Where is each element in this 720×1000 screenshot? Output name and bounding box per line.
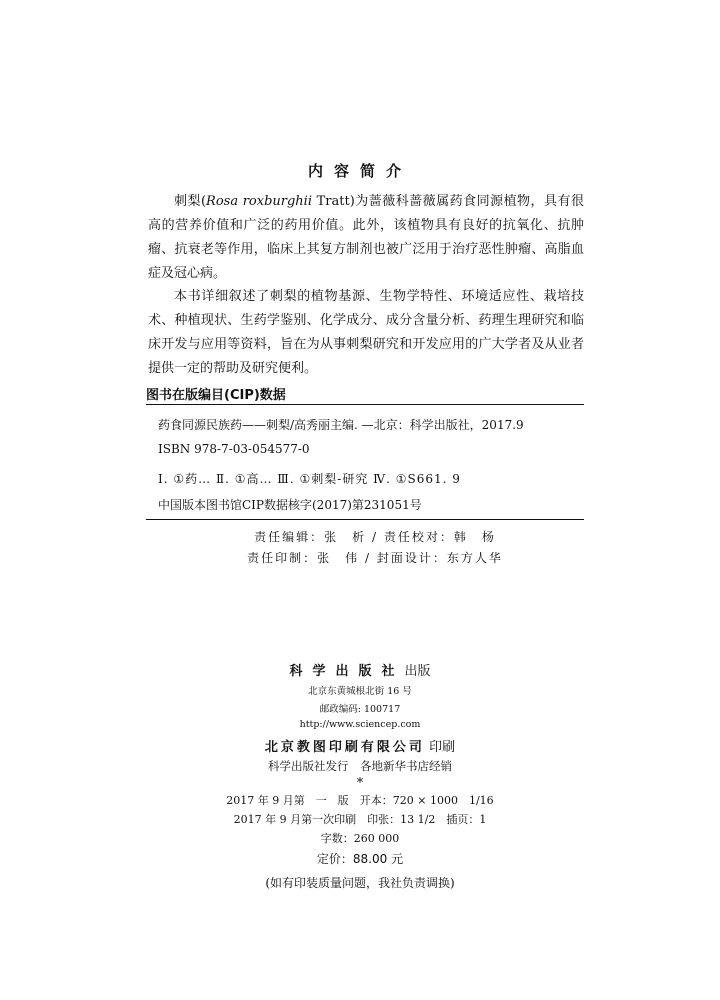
printing-line: 2017 年 9 月第一次印刷 印张：13 1/2 插页：1 [233, 813, 487, 826]
production-credits: 责任印制：张 伟 / 封面设计：东方人华 [247, 551, 503, 565]
intro-p1-prefix: 刺梨( [174, 194, 207, 209]
editor-credits: 责任编辑：张 析 / 责任校对：韩 杨 [254, 530, 496, 544]
cip-record-number: 中国版本图书馆CIP数据核字(2017)第231051号 [158, 498, 422, 512]
printer-suffix: 印刷 [424, 740, 456, 755]
intro-paragraph-2: 本书详细叙述了刺梨的植物基源、生物学特性、环境适应性、栽培技术、种植现状、生药学鉴别、化学成分、成分含量分析、药理生理研究和临床开发与应用等资料，旨在为从事刺梨研究和开发应用的广大学者及从业者提供一定的帮助及研究便利。 [148, 289, 584, 376]
publisher-postcode: 邮政编码: 100717 [319, 704, 401, 715]
edition-line: 2017 年 9 月第 一 版 开本：720 × 1000 1/16 [226, 794, 494, 807]
publisher-name: 科学出版社 [289, 664, 405, 679]
publisher-address: 北京东黄城根北街 16 号 [308, 686, 412, 697]
publisher-line [0, 660, 720, 679]
quality-note: (如有印装质量问题，我社负责调换) [265, 876, 455, 890]
printer-name: 北京教图印刷有限公司 [264, 740, 425, 755]
intro-p1-body: Tratt)为蔷薇科蔷薇属药食同源植物，具有很高的营养价值和广泛的药用价值。此外，该植物具有良好的抗氧化、抗肿瘤、抗衰老等作用，临床上其复方制剂也被广泛用于治疗恶性肿瘤、高脂血症及冠心病。 [148, 194, 584, 281]
intro-paragraph-1 [148, 190, 584, 286]
price: 定价：88.00 元 [316, 852, 404, 866]
cip-bottom-rule [146, 519, 584, 520]
cip-bibliographic-line: 药食同源民族药——刺梨/高秀丽主编. —北京：科学出版社，2017.9 [158, 418, 524, 432]
publisher-url: http://www.sciencep.com [299, 719, 421, 730]
printer-line [0, 736, 720, 755]
cip-isbn: ISBN 978-7-03-054577-0 [158, 442, 310, 456]
publisher-suffix: 出版 [404, 664, 431, 679]
cip-title: 图书在版编目(CIP)数据 [146, 388, 286, 403]
word-count: 字数：260 000 [320, 832, 400, 845]
distribution-line: 科学出版社发行 各地新华书店经销 [268, 759, 452, 773]
cip-top-rule [146, 404, 584, 405]
cip-classification: Ⅰ. ①药… Ⅱ. ①高… Ⅲ. ①刺梨-研究 Ⅳ. ①S661. 9 [158, 472, 461, 486]
latin-species-name: Rosa roxburghii [206, 194, 312, 209]
intro-title: 内容简介 [307, 162, 412, 180]
separator-star: * [356, 776, 364, 791]
